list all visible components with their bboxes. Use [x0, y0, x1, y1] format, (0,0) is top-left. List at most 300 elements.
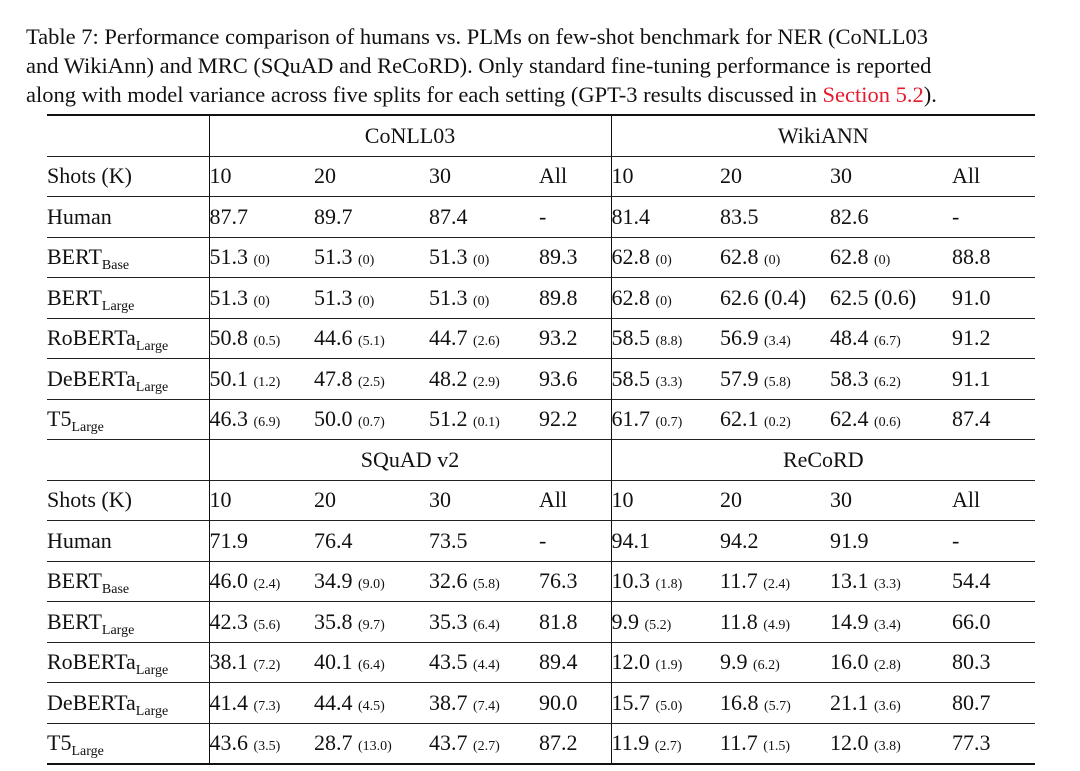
shot-header: 30 — [830, 163, 853, 189]
model-label: RoBERTa — [47, 325, 136, 351]
score-variance: (5.8) — [473, 577, 500, 593]
score-value: 66.0 — [952, 608, 991, 634]
score-cell — [209, 359, 314, 400]
score-value: 62.6 — [720, 284, 759, 310]
score-cell — [429, 278, 539, 319]
score-value: 35.3 — [429, 608, 468, 634]
score-cell — [539, 359, 611, 400]
score-variance: (0.1) — [473, 415, 500, 431]
caption-line-3-text: along with model variance across five splits for each setting (GPT-3 results discussed in — [26, 82, 823, 107]
score-cell — [611, 642, 720, 683]
shots-header-row — [47, 480, 1035, 521]
score-value: 51.3 — [314, 244, 353, 270]
table-row — [47, 723, 1035, 764]
score-value: 13.1 — [830, 568, 869, 594]
score-cell — [830, 399, 952, 440]
score-cell — [720, 683, 830, 724]
score-value: 51.3 — [209, 284, 248, 310]
score-cell — [314, 197, 429, 238]
empty-cell — [47, 115, 209, 156]
score-value: 73.5 — [429, 527, 468, 553]
score-cell — [611, 521, 720, 562]
score-variance: (0.7) — [358, 415, 385, 431]
score-cell — [830, 237, 952, 278]
model-label: BERT — [47, 284, 102, 310]
score-value: 11.7 — [720, 730, 758, 756]
score-cell — [429, 359, 539, 400]
model-name — [47, 642, 209, 683]
dataset-name-right: WikiANN — [777, 122, 869, 148]
score-value: 89.7 — [314, 203, 353, 229]
score-cell — [720, 399, 830, 440]
score-cell — [314, 278, 429, 319]
score-cell — [314, 399, 429, 440]
model-label: BERT — [47, 568, 102, 594]
score-variance: (2.4) — [763, 577, 791, 593]
table-row — [47, 197, 1035, 238]
score-value: 57.9 — [720, 365, 759, 391]
score-value: 54.4 — [952, 568, 991, 594]
score-variance: (1.5) — [763, 739, 791, 755]
model-size: Large — [135, 339, 169, 355]
score-value: 62.8 — [611, 244, 651, 270]
table-caption — [26, 22, 1066, 109]
shot-header: 10 — [611, 487, 634, 513]
score-cell — [611, 237, 720, 278]
score-value: 51.3 — [314, 284, 353, 310]
score-value: 16.8 — [720, 689, 759, 715]
score-cell — [429, 237, 539, 278]
score-cell — [539, 521, 611, 562]
score-cell — [209, 237, 314, 278]
score-cell — [611, 561, 720, 602]
model-name — [47, 399, 209, 440]
score-variance: (2.9) — [473, 374, 500, 390]
score-cell — [952, 723, 1035, 764]
score-variance: (0) — [473, 253, 490, 269]
score-value: 81.8 — [539, 608, 578, 634]
score-value: 14.9 — [830, 608, 869, 634]
score-cell — [539, 197, 611, 238]
model-size: Large — [135, 663, 169, 679]
score-variance: (3.5) — [253, 739, 281, 755]
dataset-header-row — [47, 115, 1035, 156]
score-value: 80.3 — [952, 649, 991, 675]
score-value: 58.3 — [830, 365, 869, 391]
table-row — [47, 399, 1035, 440]
table-row — [47, 278, 1035, 319]
score-variance: (0) — [655, 253, 672, 269]
model-label: T5 — [47, 406, 72, 432]
caption-line-2: and WikiAnn) and MRC (SQuAD and ReCoRD). Only standard fine-tuning performance is reported — [26, 53, 932, 78]
score-value: 43.7 — [429, 730, 468, 756]
score-variance: (0.4) — [764, 284, 807, 310]
score-cell — [539, 683, 611, 724]
score-value: 62.8 — [830, 244, 869, 270]
model-size: Large — [71, 744, 104, 760]
model-name — [47, 318, 209, 359]
score-value: 41.4 — [209, 689, 248, 715]
score-value: - — [952, 527, 960, 553]
score-value: 9.9 — [720, 649, 748, 675]
score-variance: (6.2) — [874, 374, 901, 390]
score-value: 44.6 — [314, 325, 353, 351]
score-variance: (4.4) — [473, 658, 500, 674]
score-value: 93.6 — [539, 365, 578, 391]
dataset-name-right: ReCoRD — [782, 446, 864, 472]
score-cell — [720, 561, 830, 602]
table-row — [47, 521, 1035, 562]
score-value: 90.0 — [539, 689, 578, 715]
score-variance: (6.7) — [874, 334, 901, 350]
score-variance: (2.4) — [253, 577, 281, 593]
score-cell — [720, 237, 830, 278]
score-variance: (7.3) — [253, 698, 281, 714]
table-row — [47, 683, 1035, 724]
score-value: 89.8 — [539, 284, 578, 310]
score-value: 77.3 — [952, 730, 991, 756]
score-value: 58.5 — [611, 325, 651, 351]
score-cell — [539, 723, 611, 764]
score-cell — [830, 521, 952, 562]
score-cell — [209, 318, 314, 359]
model-label: DeBERTa — [47, 689, 136, 715]
model-size: Base — [101, 258, 130, 274]
score-cell — [314, 683, 429, 724]
table-row — [47, 602, 1035, 643]
score-value: 51.2 — [429, 406, 468, 432]
model-size: Large — [101, 622, 135, 638]
score-value: 81.4 — [611, 203, 651, 229]
score-value: 48.4 — [830, 325, 869, 351]
score-cell — [429, 642, 539, 683]
score-value: - — [539, 527, 547, 553]
score-variance: (9.0) — [358, 577, 385, 593]
model-size: Large — [135, 379, 169, 395]
model-label: BERT — [47, 244, 102, 270]
score-cell — [830, 723, 952, 764]
score-value: 11.9 — [611, 730, 650, 756]
score-value: 87.4 — [429, 203, 468, 229]
model-label: T5 — [47, 730, 72, 756]
dataset-header-row — [47, 440, 1035, 481]
model-name — [47, 359, 209, 400]
score-value: 87.7 — [209, 203, 248, 229]
score-cell — [314, 602, 429, 643]
score-variance: (7.4) — [473, 698, 500, 714]
shot-header: All — [952, 163, 981, 189]
score-cell — [209, 399, 314, 440]
score-value: 61.7 — [611, 406, 651, 432]
score-value: 92.2 — [539, 406, 578, 432]
score-variance: (0.5) — [253, 334, 281, 350]
score-cell — [209, 521, 314, 562]
shot-header: All — [539, 156, 611, 197]
score-variance: (2.7) — [654, 739, 682, 755]
score-variance: (5.0) — [655, 698, 683, 714]
score-value: 58.5 — [611, 365, 651, 391]
score-value: 50.8 — [209, 325, 248, 351]
score-variance: (2.8) — [874, 658, 901, 674]
score-cell — [830, 318, 952, 359]
score-cell — [830, 278, 952, 319]
score-value: 35.8 — [314, 608, 353, 634]
shot-header: 20 — [314, 487, 336, 513]
shot-header: All — [539, 480, 611, 521]
score-value: 50.0 — [314, 406, 353, 432]
score-cell — [720, 723, 830, 764]
score-variance: (3.3) — [655, 374, 683, 390]
model-label: Human — [47, 527, 112, 553]
table-row — [47, 642, 1035, 683]
score-value: 89.4 — [539, 649, 578, 675]
score-cell — [611, 602, 720, 643]
score-variance: (1.8) — [655, 577, 683, 593]
score-cell — [314, 237, 429, 278]
score-value: 94.1 — [611, 527, 651, 553]
score-value: 91.1 — [952, 365, 991, 391]
score-cell — [429, 318, 539, 359]
score-cell — [952, 521, 1035, 562]
score-value: 32.6 — [429, 568, 468, 594]
model-label: BERT — [47, 608, 102, 634]
shot-header: 20 — [720, 163, 743, 189]
score-value: 21.1 — [830, 689, 869, 715]
score-value: 34.9 — [314, 568, 353, 594]
score-cell — [429, 683, 539, 724]
score-variance: (6.2) — [753, 658, 780, 674]
shot-header: 10 — [209, 163, 232, 189]
score-cell — [539, 399, 611, 440]
score-variance: (5.1) — [358, 334, 385, 350]
score-variance: (0) — [764, 253, 781, 269]
score-cell — [611, 399, 720, 440]
score-value: 62.1 — [720, 406, 759, 432]
score-cell — [209, 642, 314, 683]
score-cell — [952, 278, 1035, 319]
shot-header: 20 — [720, 487, 743, 513]
score-value: 89.3 — [539, 244, 578, 270]
dataset-name-left: CoNLL03 — [209, 115, 611, 156]
score-cell — [720, 359, 830, 400]
model-size: Large — [71, 420, 104, 436]
score-cell — [314, 318, 429, 359]
section-link[interactable]: Section 5.2 — [822, 82, 924, 107]
model-name — [47, 683, 209, 724]
model-size: Large — [101, 298, 135, 314]
model-name — [47, 723, 209, 764]
score-value: 46.0 — [209, 568, 248, 594]
score-variance: (5.6) — [253, 617, 281, 633]
model-name — [47, 521, 209, 562]
score-value: 9.9 — [611, 608, 640, 634]
score-cell — [952, 359, 1035, 400]
model-label: Human — [47, 203, 112, 229]
score-cell — [720, 278, 830, 319]
score-variance: (5.8) — [764, 374, 791, 390]
score-value: - — [539, 203, 547, 229]
score-cell — [314, 521, 429, 562]
score-variance: (0) — [655, 293, 672, 309]
score-cell — [429, 399, 539, 440]
score-variance: (5.7) — [764, 698, 791, 714]
score-cell — [314, 561, 429, 602]
table-row — [47, 359, 1035, 400]
score-variance: (0.7) — [655, 415, 683, 431]
score-value: 11.7 — [720, 568, 758, 594]
score-cell — [209, 197, 314, 238]
score-cell — [611, 197, 720, 238]
score-value: 62.8 — [611, 284, 651, 310]
score-value: 40.1 — [314, 649, 353, 675]
score-value: 62.8 — [720, 244, 759, 270]
score-variance: (1.2) — [253, 374, 281, 390]
score-variance: (13.0) — [358, 739, 392, 755]
shots-header-row — [47, 156, 1035, 197]
score-cell — [952, 318, 1035, 359]
score-value: 88.8 — [952, 244, 991, 270]
score-variance: (0) — [253, 293, 270, 309]
model-size: Large — [135, 703, 169, 719]
score-variance: (3.4) — [764, 334, 791, 350]
empty-cell — [47, 440, 209, 481]
score-variance: (3.4) — [874, 617, 901, 633]
score-value: 47.8 — [314, 365, 353, 391]
model-name — [47, 197, 209, 238]
score-cell — [429, 602, 539, 643]
shot-header: 30 — [429, 163, 451, 189]
score-cell — [539, 602, 611, 643]
shot-header: All — [952, 487, 981, 513]
shot-header: 20 — [314, 163, 336, 189]
score-value: 51.3 — [429, 244, 468, 270]
score-cell — [539, 318, 611, 359]
shots-label: Shots (K) — [47, 156, 209, 197]
score-cell — [952, 197, 1035, 238]
table-row — [47, 561, 1035, 602]
score-cell — [952, 237, 1035, 278]
model-name — [47, 278, 209, 319]
model-size: Base — [101, 582, 130, 598]
score-value: 44.7 — [429, 325, 468, 351]
score-variance: (4.5) — [358, 698, 385, 714]
score-cell — [209, 602, 314, 643]
score-cell — [209, 278, 314, 319]
score-cell — [952, 399, 1035, 440]
score-value: 12.0 — [611, 649, 651, 675]
score-value: 43.5 — [429, 649, 468, 675]
score-cell — [720, 642, 830, 683]
score-variance: (1.9) — [655, 658, 683, 674]
score-value: 42.3 — [209, 608, 248, 634]
score-value: 48.2 — [429, 365, 468, 391]
score-variance: (9.7) — [358, 617, 385, 633]
score-cell — [720, 197, 830, 238]
score-value: 50.1 — [209, 365, 248, 391]
score-variance: (2.5) — [358, 374, 385, 390]
score-value: 87.2 — [539, 730, 578, 756]
score-value: 71.9 — [209, 527, 248, 553]
shot-header: 30 — [830, 487, 853, 513]
score-cell — [611, 723, 720, 764]
score-variance: (3.6) — [874, 698, 901, 714]
score-cell — [830, 197, 952, 238]
score-variance: (0) — [473, 293, 490, 309]
model-label: DeBERTa — [47, 365, 136, 391]
score-cell — [830, 642, 952, 683]
score-value: - — [952, 203, 960, 229]
score-value: 83.5 — [720, 203, 759, 229]
shot-header: 10 — [209, 487, 232, 513]
shot-header: 30 — [429, 487, 451, 513]
score-cell — [611, 318, 720, 359]
shots-label: Shots (K) — [47, 480, 209, 521]
model-name — [47, 561, 209, 602]
table-row — [47, 318, 1035, 359]
score-value: 46.3 — [209, 406, 248, 432]
score-value: 62.4 — [830, 406, 869, 432]
score-value: 38.1 — [209, 649, 248, 675]
score-variance: (0.6) — [874, 415, 901, 431]
score-value: 76.4 — [314, 527, 353, 553]
score-variance: (6.9) — [253, 415, 281, 431]
caption-line-3-end: ). — [923, 82, 937, 107]
score-variance: (0) — [358, 293, 375, 309]
score-variance: (7.2) — [253, 658, 281, 674]
score-value: 38.7 — [429, 689, 468, 715]
score-cell — [952, 642, 1035, 683]
model-label: RoBERTa — [47, 649, 136, 675]
score-cell — [429, 521, 539, 562]
score-value: 82.6 — [830, 203, 869, 229]
score-cell — [314, 723, 429, 764]
score-value: 91.0 — [952, 284, 991, 310]
score-variance: (6.4) — [358, 658, 385, 674]
score-variance: (5.2) — [644, 617, 672, 633]
score-cell — [539, 278, 611, 319]
score-cell — [611, 359, 720, 400]
score-variance: (0.6) — [874, 284, 917, 310]
caption-line-3 — [26, 80, 1066, 109]
score-cell — [209, 723, 314, 764]
score-cell — [830, 359, 952, 400]
dataset-name-left: SQuAD v2 — [209, 440, 611, 481]
score-cell — [830, 561, 952, 602]
score-variance: (3.3) — [874, 577, 901, 593]
score-value: 51.3 — [209, 244, 248, 270]
score-variance: (0) — [253, 253, 270, 269]
score-cell — [720, 318, 830, 359]
score-value: 93.2 — [539, 325, 578, 351]
score-variance: (0) — [874, 253, 891, 269]
score-value: 11.8 — [720, 608, 758, 634]
score-cell — [539, 642, 611, 683]
model-name — [47, 602, 209, 643]
score-variance: (4.9) — [763, 617, 791, 633]
score-value: 12.0 — [830, 730, 869, 756]
score-cell — [209, 561, 314, 602]
score-cell — [314, 642, 429, 683]
results-table — [47, 114, 1035, 765]
score-value: 94.2 — [720, 527, 759, 553]
score-cell — [720, 521, 830, 562]
score-value: 51.3 — [429, 284, 468, 310]
score-value: 28.7 — [314, 730, 353, 756]
score-cell — [830, 602, 952, 643]
score-cell — [952, 683, 1035, 724]
score-value: 87.4 — [952, 406, 991, 432]
score-value: 76.3 — [539, 568, 578, 594]
